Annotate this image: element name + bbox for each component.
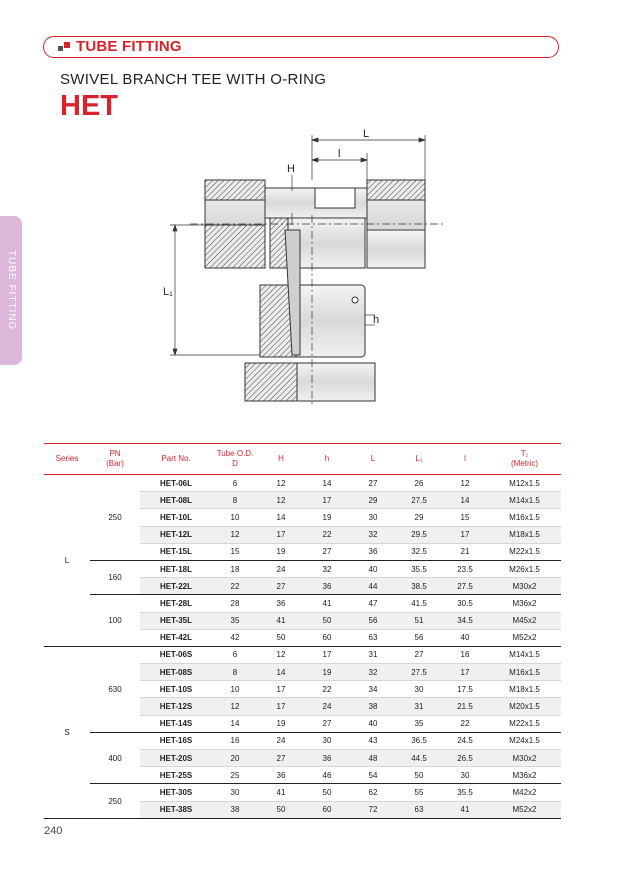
value-cell: 34.5 bbox=[442, 612, 488, 629]
part-number-cell: HET-35L bbox=[140, 612, 212, 629]
value-cell: 26 bbox=[396, 475, 442, 492]
value-cell: 36.5 bbox=[396, 732, 442, 749]
pn-cell: 250 bbox=[90, 784, 140, 818]
value-cell: M12x1.5 bbox=[488, 475, 561, 492]
value-cell: 27 bbox=[304, 543, 350, 560]
table-row bbox=[44, 784, 561, 801]
value-cell: 63 bbox=[350, 629, 396, 646]
value-cell: 36 bbox=[258, 595, 304, 612]
value-cell: 14 bbox=[304, 475, 350, 492]
value-cell: M45x2 bbox=[488, 612, 561, 629]
value-cell: 29 bbox=[396, 509, 442, 526]
value-cell: 36 bbox=[304, 578, 350, 595]
value-cell: 47 bbox=[350, 595, 396, 612]
part-number-cell: HET-12S bbox=[140, 698, 212, 715]
part-number-cell: HET-30S bbox=[140, 784, 212, 801]
value-cell: M30x2 bbox=[488, 750, 561, 767]
section-header bbox=[43, 36, 559, 58]
value-cell: 42 bbox=[212, 629, 258, 646]
part-number-cell: HET-20S bbox=[140, 750, 212, 767]
value-cell: M36x2 bbox=[488, 595, 561, 612]
part-number-cell: HET-15L bbox=[140, 543, 212, 560]
section-bullet-icon bbox=[58, 42, 70, 52]
value-cell: 6 bbox=[212, 646, 258, 663]
value-cell: 56 bbox=[350, 612, 396, 629]
value-cell: M26x1.5 bbox=[488, 560, 561, 577]
value-cell: 36 bbox=[258, 767, 304, 784]
value-cell: 12 bbox=[442, 475, 488, 492]
part-number-cell: HET-18L bbox=[140, 560, 212, 577]
table-row bbox=[44, 595, 561, 612]
series-cell: S bbox=[44, 646, 90, 818]
table-row bbox=[44, 560, 561, 577]
pn-cell: 400 bbox=[90, 732, 140, 784]
value-cell: M22x1.5 bbox=[488, 715, 561, 732]
value-cell: 40 bbox=[442, 629, 488, 646]
technical-drawing bbox=[160, 125, 460, 410]
col-pn: PN (Bar) bbox=[90, 444, 140, 475]
value-cell: 10 bbox=[212, 681, 258, 698]
section-title: TUBE FITTING bbox=[76, 38, 182, 55]
value-cell: 34 bbox=[350, 681, 396, 698]
value-cell: 17 bbox=[258, 698, 304, 715]
part-number-cell: HET-42L bbox=[140, 629, 212, 646]
value-cell: 54 bbox=[350, 767, 396, 784]
part-number-cell: HET-10S bbox=[140, 681, 212, 698]
value-cell: M18x1.5 bbox=[488, 526, 561, 543]
value-cell: 50 bbox=[396, 767, 442, 784]
value-cell: 32 bbox=[350, 664, 396, 681]
value-cell: 63 bbox=[396, 801, 442, 818]
dim-label-l: l bbox=[338, 148, 341, 160]
value-cell: 41 bbox=[258, 612, 304, 629]
value-cell: 51 bbox=[396, 612, 442, 629]
value-cell: 14 bbox=[442, 492, 488, 509]
part-number-cell: HET-08L bbox=[140, 492, 212, 509]
value-cell: 38.5 bbox=[396, 578, 442, 595]
value-cell: 17 bbox=[304, 492, 350, 509]
part-number-cell: HET-10L bbox=[140, 509, 212, 526]
value-cell: 22 bbox=[442, 715, 488, 732]
value-cell: 30.5 bbox=[442, 595, 488, 612]
value-cell: 19 bbox=[258, 543, 304, 560]
value-cell: 31 bbox=[350, 646, 396, 663]
value-cell: 12 bbox=[212, 698, 258, 715]
value-cell: 27 bbox=[396, 646, 442, 663]
product-code: HET bbox=[60, 90, 118, 122]
col-L1: L₁ bbox=[396, 444, 442, 475]
value-cell: 17 bbox=[258, 681, 304, 698]
side-tab-label: TUBE FITTING bbox=[6, 250, 17, 331]
fitting-body bbox=[205, 180, 425, 401]
value-cell: 36 bbox=[304, 750, 350, 767]
table-row bbox=[44, 475, 561, 492]
value-cell: 60 bbox=[304, 801, 350, 818]
product-subtitle: SWIVEL BRANCH TEE WITH O-RING bbox=[60, 71, 327, 88]
value-cell: 31 bbox=[396, 698, 442, 715]
pn-cell: 630 bbox=[90, 646, 140, 732]
pn-cell: 100 bbox=[90, 595, 140, 647]
value-cell: M16x1.5 bbox=[488, 664, 561, 681]
value-cell: 44.5 bbox=[396, 750, 442, 767]
spec-table-body bbox=[44, 475, 561, 819]
value-cell: M52x2 bbox=[488, 629, 561, 646]
value-cell: 27 bbox=[258, 750, 304, 767]
value-cell: 43 bbox=[350, 732, 396, 749]
value-cell: 41.5 bbox=[396, 595, 442, 612]
value-cell: 27.5 bbox=[396, 492, 442, 509]
value-cell: 27 bbox=[350, 475, 396, 492]
value-cell: 10 bbox=[212, 509, 258, 526]
series-cell: L bbox=[44, 475, 90, 647]
value-cell: 24.5 bbox=[442, 732, 488, 749]
value-cell: 50 bbox=[304, 784, 350, 801]
value-cell: 29.5 bbox=[396, 526, 442, 543]
table-row bbox=[44, 732, 561, 749]
value-cell: 50 bbox=[258, 801, 304, 818]
spec-table bbox=[44, 443, 561, 819]
value-cell: M14x1.5 bbox=[488, 492, 561, 509]
dim-label-H: H bbox=[287, 163, 295, 175]
value-cell: 38 bbox=[350, 698, 396, 715]
col-l: l bbox=[442, 444, 488, 475]
value-cell: 14 bbox=[258, 509, 304, 526]
value-cell: 32.5 bbox=[396, 543, 442, 560]
value-cell: 15 bbox=[212, 543, 258, 560]
part-number-cell: HET-06L bbox=[140, 475, 212, 492]
part-number-cell: HET-08S bbox=[140, 664, 212, 681]
value-cell: M22x1.5 bbox=[488, 543, 561, 560]
value-cell: 50 bbox=[304, 612, 350, 629]
value-cell: 41 bbox=[442, 801, 488, 818]
value-cell: 24 bbox=[304, 698, 350, 715]
value-cell: M52x2 bbox=[488, 801, 561, 818]
value-cell: 41 bbox=[304, 595, 350, 612]
value-cell: 48 bbox=[350, 750, 396, 767]
value-cell: M42x2 bbox=[488, 784, 561, 801]
part-number-cell: HET-12L bbox=[140, 526, 212, 543]
value-cell: 35.5 bbox=[396, 560, 442, 577]
value-cell: M14x1.5 bbox=[488, 646, 561, 663]
value-cell: 36 bbox=[350, 543, 396, 560]
value-cell: 19 bbox=[258, 715, 304, 732]
value-cell: 32 bbox=[350, 526, 396, 543]
value-cell: 12 bbox=[212, 526, 258, 543]
dim-label-h: h bbox=[373, 314, 380, 326]
value-cell: 44 bbox=[350, 578, 396, 595]
value-cell: 17.5 bbox=[442, 681, 488, 698]
value-cell: 46 bbox=[304, 767, 350, 784]
col-t: T₁ (Metric) bbox=[488, 444, 561, 475]
value-cell: 29 bbox=[350, 492, 396, 509]
value-cell: 30 bbox=[212, 784, 258, 801]
value-cell: 14 bbox=[258, 664, 304, 681]
value-cell: 41 bbox=[258, 784, 304, 801]
value-cell: 30 bbox=[396, 681, 442, 698]
part-number-cell: HET-22L bbox=[140, 578, 212, 595]
value-cell: 22 bbox=[304, 681, 350, 698]
value-cell: 30 bbox=[350, 509, 396, 526]
value-cell: M20x1.5 bbox=[488, 698, 561, 715]
table-header-row bbox=[44, 444, 561, 475]
col-h: h bbox=[304, 444, 350, 475]
value-cell: 27 bbox=[304, 715, 350, 732]
dim-label-L: L bbox=[363, 128, 370, 140]
col-H: H bbox=[258, 444, 304, 475]
value-cell: 17 bbox=[442, 526, 488, 543]
value-cell: 20 bbox=[212, 750, 258, 767]
value-cell: 38 bbox=[212, 801, 258, 818]
value-cell: M16x1.5 bbox=[488, 509, 561, 526]
side-tab bbox=[0, 216, 22, 365]
value-cell: 30 bbox=[442, 767, 488, 784]
value-cell: 27.5 bbox=[442, 578, 488, 595]
value-cell: 15 bbox=[442, 509, 488, 526]
pn-cell: 250 bbox=[90, 475, 140, 561]
value-cell: 17 bbox=[442, 664, 488, 681]
part-number-cell: HET-06S bbox=[140, 646, 212, 663]
value-cell: 27 bbox=[258, 578, 304, 595]
part-number-cell: HET-14S bbox=[140, 715, 212, 732]
value-cell: 35 bbox=[396, 715, 442, 732]
value-cell: M30x2 bbox=[488, 578, 561, 595]
value-cell: 24 bbox=[258, 560, 304, 577]
dim-label-L1: L₁ bbox=[163, 286, 173, 298]
value-cell: 12 bbox=[258, 492, 304, 509]
value-cell: 60 bbox=[304, 629, 350, 646]
value-cell: 40 bbox=[350, 560, 396, 577]
value-cell: 23.5 bbox=[442, 560, 488, 577]
col-part: Part No. bbox=[140, 444, 212, 475]
value-cell: 8 bbox=[212, 492, 258, 509]
part-number-cell: HET-25S bbox=[140, 767, 212, 784]
value-cell: 17 bbox=[258, 526, 304, 543]
value-cell: 12 bbox=[258, 475, 304, 492]
value-cell: 35.5 bbox=[442, 784, 488, 801]
part-number-cell: HET-28L bbox=[140, 595, 212, 612]
value-cell: 28 bbox=[212, 595, 258, 612]
value-cell: 55 bbox=[396, 784, 442, 801]
col-L: L bbox=[350, 444, 396, 475]
part-number-cell: HET-16S bbox=[140, 732, 212, 749]
value-cell: 40 bbox=[350, 715, 396, 732]
col-series: Series bbox=[44, 444, 90, 475]
value-cell: M18x1.5 bbox=[488, 681, 561, 698]
page-number: 240 bbox=[44, 825, 63, 837]
value-cell: 16 bbox=[442, 646, 488, 663]
value-cell: 50 bbox=[258, 629, 304, 646]
value-cell: 21.5 bbox=[442, 698, 488, 715]
value-cell: 27.5 bbox=[396, 664, 442, 681]
value-cell: 22 bbox=[212, 578, 258, 595]
part-number-cell: HET-38S bbox=[140, 801, 212, 818]
value-cell: 62 bbox=[350, 784, 396, 801]
value-cell: 26.5 bbox=[442, 750, 488, 767]
value-cell: M24x1.5 bbox=[488, 732, 561, 749]
value-cell: 18 bbox=[212, 560, 258, 577]
value-cell: 35 bbox=[212, 612, 258, 629]
value-cell: 32 bbox=[304, 560, 350, 577]
value-cell: 22 bbox=[304, 526, 350, 543]
value-cell: M36x2 bbox=[488, 767, 561, 784]
value-cell: 12 bbox=[258, 646, 304, 663]
value-cell: 17 bbox=[304, 646, 350, 663]
value-cell: 30 bbox=[304, 732, 350, 749]
value-cell: 24 bbox=[258, 732, 304, 749]
value-cell: 16 bbox=[212, 732, 258, 749]
pn-cell: 160 bbox=[90, 560, 140, 594]
value-cell: 8 bbox=[212, 664, 258, 681]
value-cell: 21 bbox=[442, 543, 488, 560]
value-cell: 19 bbox=[304, 664, 350, 681]
value-cell: 56 bbox=[396, 629, 442, 646]
value-cell: 14 bbox=[212, 715, 258, 732]
table-row bbox=[44, 646, 561, 663]
col-tube: Tube O.D. D bbox=[212, 444, 258, 475]
value-cell: 25 bbox=[212, 767, 258, 784]
value-cell: 6 bbox=[212, 475, 258, 492]
value-cell: 72 bbox=[350, 801, 396, 818]
value-cell: 19 bbox=[304, 509, 350, 526]
